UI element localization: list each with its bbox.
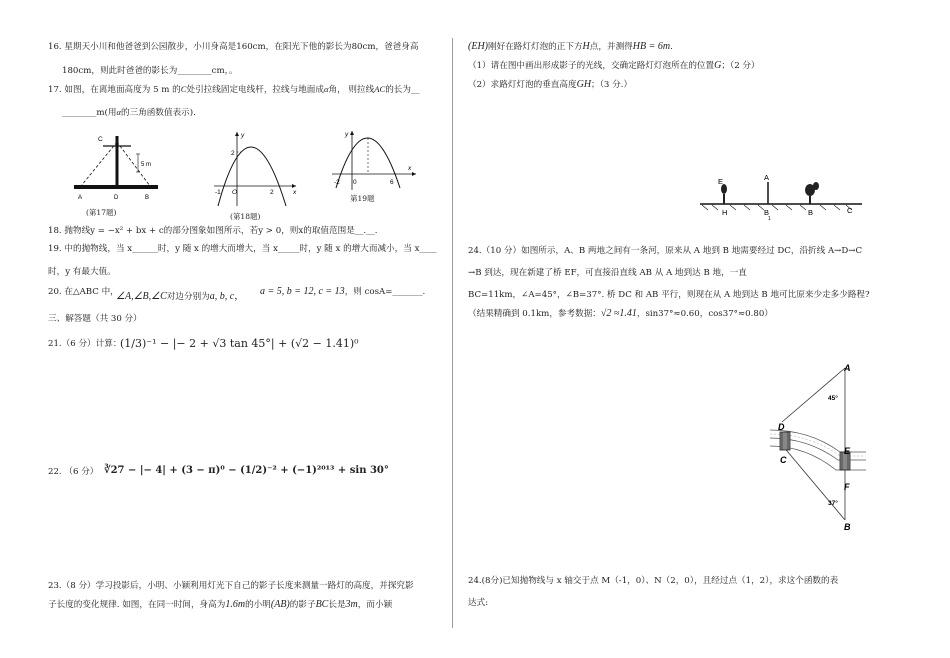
q17-line2: ________m(用α的三角函数值表示). [62, 107, 196, 118]
fig19-x-label: x [408, 165, 412, 172]
q20-angles: ∠A,∠B,∠C对边分别为a, b, c， [116, 291, 245, 302]
fig24-37-label: 37° [828, 500, 838, 507]
fig19-y-label: y [345, 131, 349, 138]
q24b-line2: 达式: [468, 598, 489, 608]
figure-17 [70, 128, 170, 208]
fig24-a-label: A [844, 363, 851, 373]
q24-line4: （结果精确到 0.1km，参考数据：√2 ≈1.41，sin37°≈0.60，cos37°≈0.80） [468, 308, 773, 319]
column-divider [452, 38, 453, 628]
fig24-45-label: 45° [828, 395, 838, 402]
q16-line1: 16. 星期天小川和他爸爸到公园散步，小川身高是160cm，在阳光下他的影长为80cm，爸爸身高 [48, 42, 419, 52]
fig18-2x-label: 2 [270, 189, 274, 196]
q18: 18. 抛物线y = −x² + bx + c的部分图象如图所示，若y > 0，则x的取值范围是__.__. [48, 226, 378, 236]
fig24-d-label: D [778, 422, 785, 432]
fig24-b-label: B [844, 522, 851, 532]
fig19-neg2-label: -2 [334, 179, 340, 186]
q20-values: a = 5, b = 12, c = 13，则 cosA=_______. [260, 286, 426, 297]
q23-part1: （1）请在图中画出形成影子的光线，交确定路灯灯泡所在的位置G；（2 分） [468, 60, 760, 71]
q23-part2: （2）求路灯灯泡的垂直高度GH；（3 分.） [468, 79, 633, 90]
q19-line1: 19. 中的抛物线，当 x______时，y 随 x 的增大而增大，当 x_____时，y 随 x 的增大而减小，当 x____ [48, 244, 437, 254]
fig23-a-label: A [764, 173, 770, 182]
figure-19 [330, 128, 420, 193]
fig23-c-label: C [847, 206, 853, 215]
q21-expression: (1/3)⁻¹ − |− 2 + √3 tan 45°| + (√2 − 1.41)⁰ [120, 337, 359, 350]
fig17-a-label: A [78, 195, 83, 201]
figure-24 [770, 360, 870, 535]
fig24-c-label: C [780, 455, 787, 465]
q19-line2: 时，y 有最大值。 [48, 267, 116, 277]
fig18-o-label: O [232, 189, 238, 196]
figure-18 [210, 128, 300, 208]
q23-continued: (EH)刚好在路灯灯泡的正下方H点，并测得HB = 6m. [468, 41, 673, 52]
fig18-caption: (第18题) [230, 212, 261, 221]
fig17-caption: (第17题) [86, 208, 117, 217]
fig19-caption: 第19题 [350, 194, 375, 203]
fig19-6-label: 6 [390, 179, 394, 186]
fig18-2-label: 2 [231, 150, 235, 157]
fig17-d-label: D [114, 195, 119, 201]
fig24-e-label: E [844, 446, 851, 456]
q22-expression: ∛27 − |− 4| + (3 − π)⁰ − (1/2)⁻² + (−1)²⁰¹³ + sin 30° [104, 465, 389, 476]
section-3-heading: 三、解答题（共 30 分） [48, 314, 142, 324]
q17-line1: 17. 如图，在离地面高度为 5 m 的C处引拉线固定电线杆，拉线与地面成α角， 则拉线AC的长为__ [48, 84, 420, 95]
q23-line1: 23.（8 分）学习投影后，小明、小颖利用灯光下自己的影子长度来测量一路灯的高度，并探究影 [48, 581, 414, 591]
q20: 20. 在△ABC 中， [48, 287, 119, 297]
fig19-0-label: 0 [353, 179, 357, 186]
q23-line2: 子长度的变化规律. 如图，在同一时间，身高为1.6m的小明(AB)的影子BC长是3m，而小颖 [48, 599, 393, 610]
q24-line3: BC=11km，∠A=45°，∠B=37°. 桥 DC 和 AB 平行，则现在从 A 地到达 B 地可比原来少走多少路程? [468, 290, 870, 300]
fig23-b1-label: B [764, 208, 770, 217]
q24-line1: 24.（10 分）如图所示，A、B 两地之间有一条河，原来从 A 地到 B 地需要经过 DC，沿折线 A→D→C [468, 246, 863, 256]
fig24-f-label: F [844, 482, 850, 492]
q22-label: 22. （6 分） [48, 467, 99, 477]
fig17-5m-label: 5 m [141, 162, 152, 168]
fig17-b-label: B [145, 195, 150, 201]
fig23-one-label: 1 [768, 216, 771, 222]
q24b-line1: 24.(8分)已知抛物线与 x 轴交于点 M（-1，0）、N（2，0），且经过点（1，2），求这个函数的表 [468, 576, 839, 586]
fig18-x-label: x [293, 189, 297, 196]
fig18-y-label: y [241, 132, 245, 139]
fig18-neg1-label: -1 [215, 189, 221, 196]
q24-line2: →B 到达，现在新建了桥 EF，可直接沿直线 AB 从 A 地到达 B 地，一直 [468, 268, 747, 278]
q21-label: 21.（6 分）计算： [48, 339, 122, 349]
figure-23 [700, 168, 865, 228]
fig23-e-label: E [718, 177, 724, 186]
fig23-b2-label: B [808, 208, 814, 217]
q16-line2: 180cm，则此时爸爸的影长为________cm，。 [62, 66, 238, 76]
fig23-h-label: H [722, 208, 728, 217]
fig17-c-label: C [98, 136, 103, 143]
